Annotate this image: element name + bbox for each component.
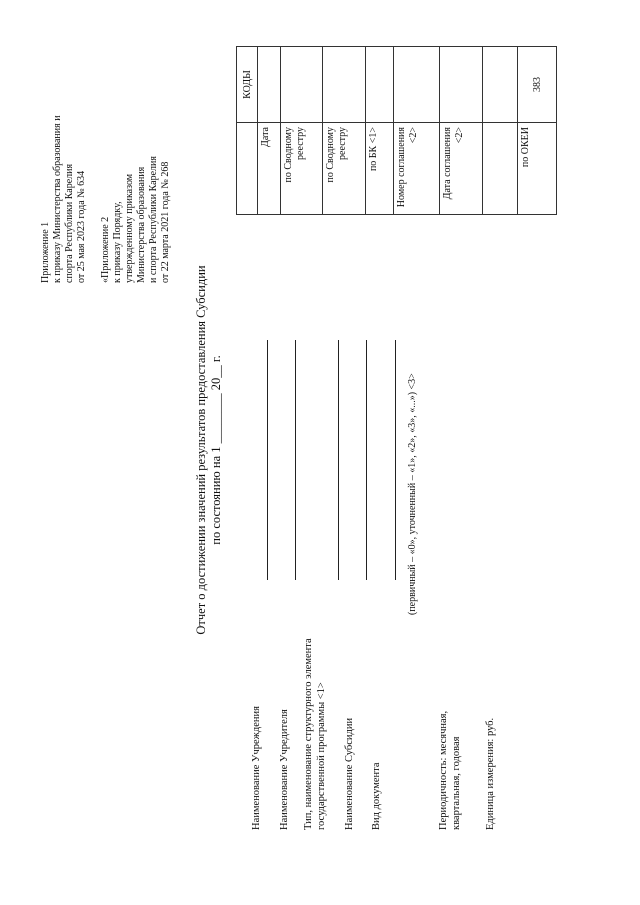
- doc-type-line: [395, 340, 396, 580]
- code-value-empty: [483, 47, 518, 123]
- unit-label: Единица измерения: руб.: [485, 717, 496, 830]
- founder-line: [295, 340, 296, 580]
- annex-1-line: к приказу Министерства образования и: [52, 115, 63, 283]
- annex-2-line: Министерства образования: [136, 166, 147, 283]
- institution-label: Наименование Учреждения: [251, 706, 262, 830]
- periodicity-label-line-2: квартальная, годовая: [451, 736, 462, 830]
- annex-2-line: «Приложение 2: [100, 216, 111, 283]
- code-value-okei: 383: [518, 47, 557, 123]
- annex-2-line: от 22 марта 2021 года № 268: [160, 161, 171, 283]
- code-label-registry-2: по Сводному реестру: [323, 123, 366, 215]
- code-label-okei: по ОКЕИ: [518, 123, 557, 215]
- code-label-agreement-date: Дата соглашения <2>: [440, 123, 483, 215]
- annex-2-line: и спорта Республики Карелия: [148, 156, 159, 283]
- annex-1-note: [40, 115, 88, 283]
- annex-2-line: к приказу Порядку,: [112, 201, 123, 283]
- code-label-registry-1: по Сводному реестру: [281, 123, 323, 215]
- codes-table: [236, 46, 557, 215]
- code-value-date: [258, 47, 281, 123]
- doc-type-hint: (первичный – «0», уточненный – «1», «2», «3», «...») <3>: [407, 373, 418, 615]
- code-value-agreement-number: [394, 47, 440, 123]
- report-title-line-2: по состоянию на 1 ________ 20__ г.: [209, 355, 223, 545]
- code-label-empty: [483, 123, 518, 215]
- annex-1-line: спорта Республики Карелия: [64, 163, 75, 283]
- annex-2-line: утвержденному приказом: [124, 173, 135, 283]
- report-title: [194, 240, 224, 660]
- program-label-line-1: Тип, наименование структурного элемента: [303, 638, 314, 830]
- report-title-line-1: Отчет о достижении значений результатов предоставления Субсидии: [194, 265, 208, 635]
- institution-line: [267, 340, 268, 580]
- code-label-date: Дата: [258, 123, 281, 215]
- code-value-registry-2: [323, 47, 366, 123]
- program-label-line-2: государственной программы <1>: [316, 682, 327, 830]
- founder-label: Наименование Учредителя: [279, 709, 290, 830]
- subsidy-label: Наименование Субсидии: [344, 717, 355, 830]
- program-label: [302, 638, 328, 830]
- code-label-bk: по БК <1>: [366, 123, 394, 215]
- annex-1-line: от 25 мая 2023 года № 634: [76, 170, 87, 283]
- program-line: [338, 340, 339, 580]
- codes-header-spacer: [237, 123, 258, 215]
- periodicity-label: [437, 711, 463, 830]
- code-label-agreement-number: Номер соглашения <2>: [394, 123, 440, 215]
- code-value-bk: [366, 47, 394, 123]
- annex-2-note: [100, 156, 172, 283]
- code-value-registry-1: [281, 47, 323, 123]
- subsidy-line: [366, 340, 367, 580]
- codes-header: КОДЫ: [237, 47, 258, 123]
- annex-1-line: Приложение 1: [40, 221, 51, 283]
- periodicity-label-line-1: Периодичность: месячная,: [438, 710, 449, 830]
- code-value-agreement-date: [440, 47, 483, 123]
- doc-type-label: Вид документа: [371, 762, 382, 830]
